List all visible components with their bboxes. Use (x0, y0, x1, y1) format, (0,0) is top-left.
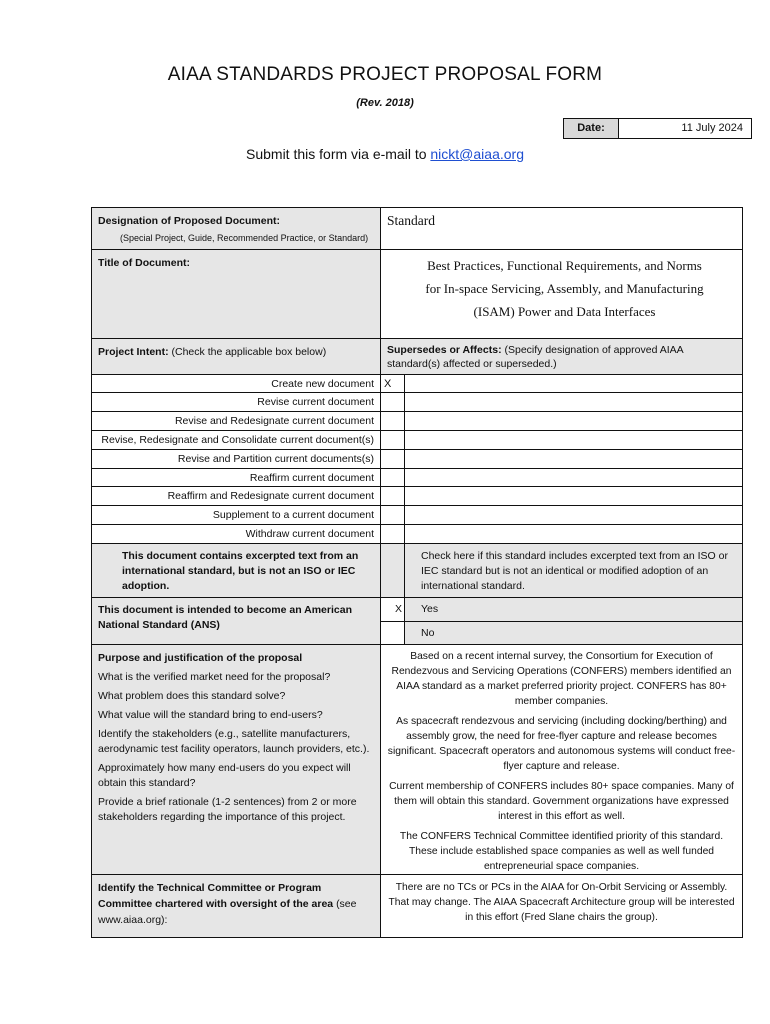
excerpt-statement: This document contains excerpted text from an international standard, but is not an ISO or IEC adoption. (92, 544, 380, 597)
ans-yes-label: Yes (405, 598, 742, 621)
intent-option: Withdraw current document (245, 528, 374, 540)
ans-yes-checkbox[interactable]: X (395, 603, 403, 615)
purpose-answer-paragraph: Current membership of CONFERS includes 80+ space companies. Many of them will obtain this standard. Government organizations have expressed interest in this effort as well. (389, 781, 734, 822)
ans-label: This document is intended to become an American National Standard (ANS) (92, 598, 380, 644)
intent-checkbox[interactable]: X (384, 378, 392, 390)
intent-option: Reaffirm and Redesignate current document (167, 490, 374, 502)
intent-option: Create new document (271, 378, 374, 390)
ans-no-label: No (405, 622, 742, 644)
purpose-question: Provide a brief rationale (1-2 sentences) from 2 or more stakeholders regarding the importance of this project. (98, 796, 357, 823)
intent-option: Supplement to a current document (212, 509, 374, 521)
email-link[interactable]: nickt@aiaa.org (430, 146, 524, 162)
intent-checkbox[interactable] (384, 506, 404, 524)
purpose-question: Approximately how many end-users do you expect will obtain this standard? (98, 762, 351, 789)
purpose-label-cell (92, 645, 380, 874)
supersedes-bold: Supersedes or Affects: (387, 344, 502, 356)
purpose-answer-paragraph: Based on a recent internal survey, the Consortium for Execution of Rendezvous and Servicing Operations (CONFERS) members identified an AIAA standard as a market preferred priority project. CONFERS has 80+ member companies. (391, 651, 732, 707)
title-value[interactable] (381, 250, 742, 338)
purpose-heading: Purpose and justification of the proposal (98, 652, 303, 664)
intent-checkbox[interactable] (384, 487, 404, 505)
supersedes-rest: (Specify designation of approved AIAA standard(s) affected or superseded.) (387, 344, 684, 370)
intent-option: Reaffirm current document (249, 472, 374, 484)
excerpt-instructions: Check here if this standard includes excerpted text from an ISO or IEC standard but is not an identical or modified adoption of an international standard. (405, 544, 742, 597)
project-intent-label (92, 339, 380, 374)
excerpt-checkbox[interactable] (381, 544, 404, 597)
intent-checkbox[interactable] (384, 450, 404, 468)
designation-value[interactable]: Standard (387, 213, 435, 228)
committee-label-rest: (see www.aiaa.org): (98, 898, 357, 926)
purpose-question: What is the verified market need for the proposal? (98, 671, 331, 683)
intent-checkbox[interactable] (384, 431, 404, 449)
date-label: Date: (564, 119, 619, 138)
intent-checkbox[interactable] (384, 412, 404, 430)
designation-label-cell (92, 208, 380, 249)
intent-option: Revise and Partition current documents(s) (177, 453, 374, 465)
title-line-3: (ISAM) Power and Data Interfaces (473, 304, 656, 319)
submit-prefix: Submit this form via e-mail to (246, 146, 427, 162)
proposal-form-table (91, 207, 743, 938)
title-label: Title of Document: (98, 257, 190, 269)
intent-option: Revise, Redesignate and Consolidate current document(s) (101, 434, 374, 446)
revision-label: (Rev. 2018) (356, 97, 414, 109)
purpose-question: Identify the stakeholders (e.g., satellite manufacturers, aerodynamic test facility operators, launch providers, etc.). (98, 728, 370, 755)
designation-hint: (Special Project, Guide, Recommended Practice, or Standard) (120, 233, 369, 243)
date-field (563, 118, 752, 139)
title-line-1: Best Practices, Functional Requirements, and Norms (427, 258, 702, 273)
form-title: AIAA STANDARDS PROJECT PROPOSAL FORM (167, 64, 603, 85)
title-label-cell (92, 250, 380, 338)
committee-label-bold: Identify the Technical Committee or Program Committee chartered with oversight of the area (98, 882, 334, 910)
date-value[interactable]: 11 July 2024 (681, 122, 743, 134)
intent-checkbox[interactable] (384, 393, 404, 411)
project-intent-rest: (Check the applicable box below) (171, 346, 327, 358)
committee-answer[interactable]: There are no TCs or PCs in the AIAA for On-Orbit Servicing or Assembly. That may change. The AIAA Spacecraft Architecture group will be interested in this effort (Fred Slane chairs the group). (388, 882, 735, 923)
purpose-answer-paragraph: The CONFERS Technical Committee identified priority of this standard. These include established space companies as well as well funded entrepreneurial space companies. (399, 831, 724, 872)
designation-label: Designation of Proposed Document: (98, 215, 281, 227)
intent-option: Revise current document (257, 396, 374, 408)
project-intent-bold: Project Intent: (98, 346, 169, 358)
submit-instructions (0, 146, 770, 162)
purpose-answer-paragraph: As spacecraft rendezvous and servicing (including docking/berthing) and assembly grow, the need for free-flyer capture and release becomes significant. Spacecraft operators and autonomous systems will conduct free-flyer capture and release. (387, 716, 736, 772)
purpose-answer[interactable] (381, 645, 742, 874)
intent-option: Revise and Redesignate current document (174, 415, 374, 427)
committee-label-cell (92, 875, 380, 937)
title-line-2: for In-space Servicing, Assembly, and Manufacturing (425, 281, 704, 296)
supersedes-label (381, 339, 742, 374)
intent-checkbox[interactable] (384, 525, 404, 543)
intent-checkbox[interactable] (384, 469, 404, 487)
purpose-question: What value will the standard bring to end-users? (98, 709, 323, 721)
purpose-question: What problem does this standard solve? (98, 690, 286, 702)
ans-no-checkbox[interactable] (395, 622, 405, 644)
